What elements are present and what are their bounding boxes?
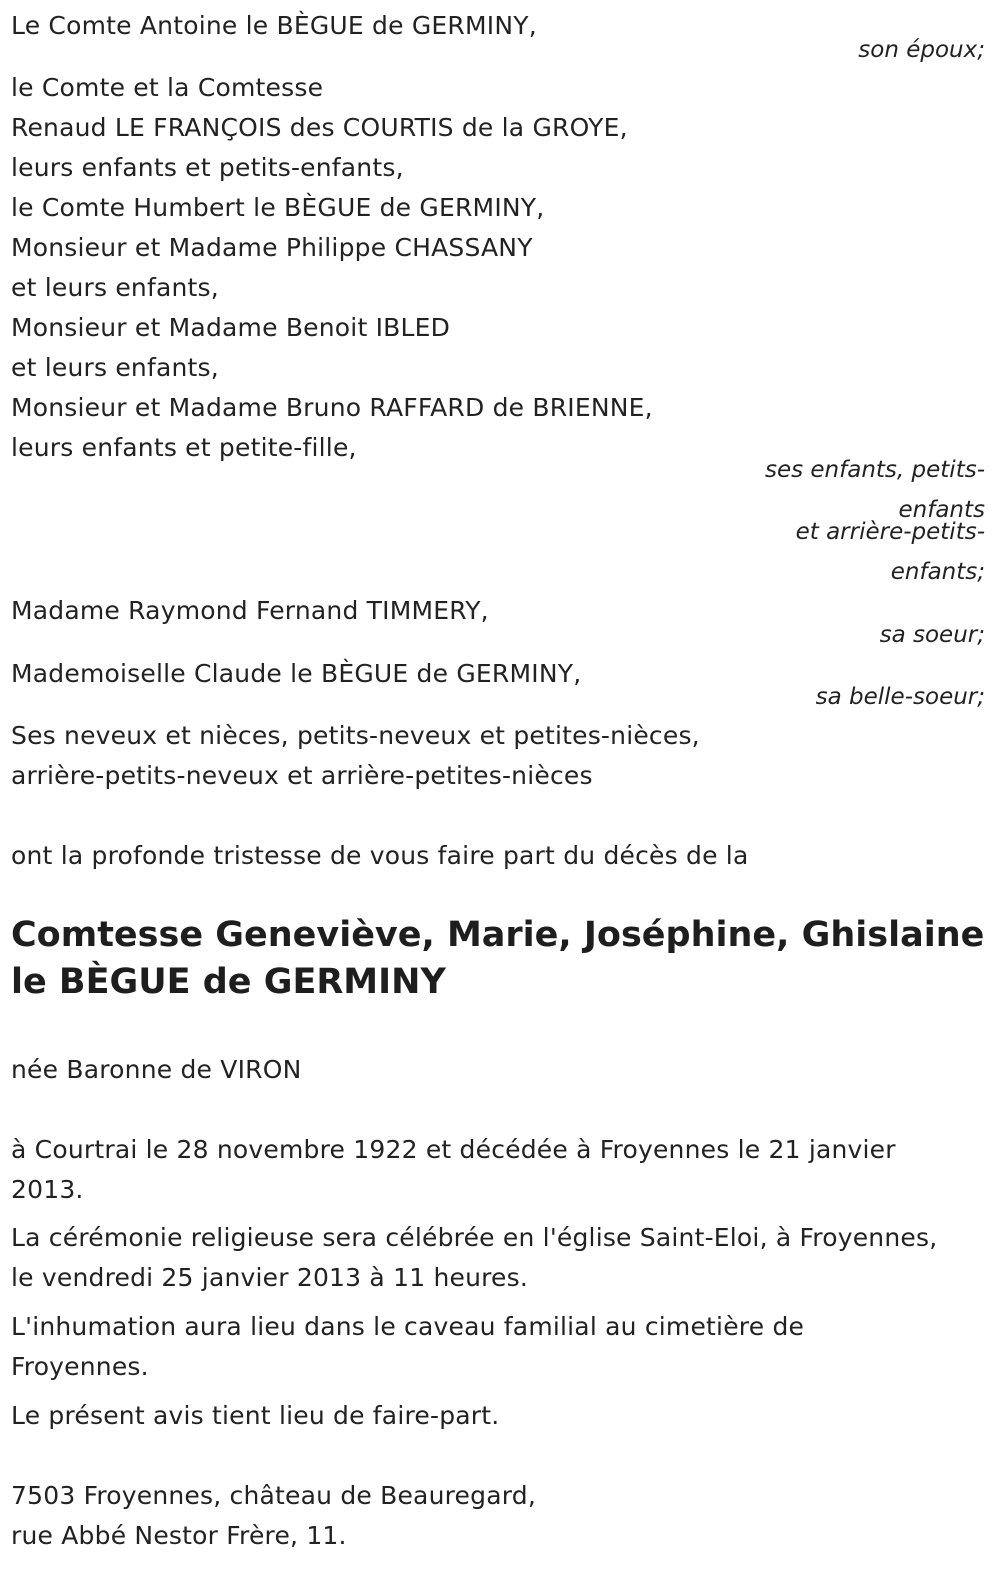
- address-line: 7503 Froyennes, château de Beauregard,: [11, 1481, 536, 1510]
- ceremony-line: le vendredi 25 janvier 2013 à 11 heures.: [11, 1263, 528, 1292]
- sister-relation: sa soeur;: [879, 622, 985, 648]
- dates-line: à Courtrai le 28 novembre 1922 et décédée à Froyennes le 21 janvier: [11, 1135, 896, 1164]
- burial-line: Froyennes.: [11, 1352, 149, 1381]
- children-line: et leurs enfants,: [11, 353, 219, 382]
- children-relation: et arrière-petits-: [795, 519, 985, 545]
- birth-name: née Baronne de VIRON: [11, 1055, 302, 1084]
- nephews-line: Ses neveux et nièces, petits-neveux et petites-nièces,: [11, 721, 700, 750]
- sister-name: Madame Raymond Fernand TIMMERY,: [11, 596, 489, 625]
- children-line: Monsieur et Madame Benoit IBLED: [11, 313, 451, 342]
- sister-in-law-name: Mademoiselle Claude le BÈGUE de GERMINY,: [11, 659, 582, 688]
- children-line: leurs enfants et petits-enfants,: [11, 153, 404, 182]
- announcement-text: ont la profonde tristesse de vous faire part du décès de la: [11, 841, 749, 870]
- children-line: Monsieur et Madame Philippe CHASSANY: [11, 233, 533, 262]
- children-line: le Comte et la Comtesse: [11, 73, 324, 102]
- deceased-name: le BÈGUE de GERMINY: [11, 962, 446, 1002]
- children-line: le Comte Humbert le BÈGUE de GERMINY,: [11, 193, 545, 222]
- burial-line: L'inhumation aura lieu dans le caveau familial au cimetière de: [11, 1312, 805, 1341]
- sister-in-law-relation: sa belle-soeur;: [815, 684, 985, 710]
- deceased-name: Comtesse Geneviève, Marie, Joséphine, Ghislaine: [11, 915, 985, 955]
- children-line: et leurs enfants,: [11, 273, 219, 302]
- children-relation: enfants: [898, 497, 985, 523]
- children-relation: enfants;: [890, 559, 985, 585]
- children-line: Renaud LE FRANÇOIS des COURTIS de la GROYE,: [11, 113, 628, 142]
- spouse-relation: son époux;: [858, 37, 985, 63]
- notice-text: Le présent avis tient lieu de faire-part.: [11, 1401, 500, 1430]
- children-relation: ses enfants, petits-: [764, 457, 985, 483]
- address-line: rue Abbé Nestor Frère, 11.: [11, 1521, 347, 1550]
- spouse-name: Le Comte Antoine le BÈGUE de GERMINY,: [11, 11, 537, 40]
- ceremony-line: La cérémonie religieuse sera célébrée en l'église Saint-Eloi, à Froyennes,: [11, 1223, 938, 1252]
- nephews-line: arrière-petits-neveux et arrière-petites-nièces: [11, 761, 593, 790]
- children-line: Monsieur et Madame Bruno RAFFARD de BRIENNE,: [11, 393, 653, 422]
- children-line: leurs enfants et petite-fille,: [11, 433, 357, 462]
- dates-line: 2013.: [11, 1175, 84, 1204]
